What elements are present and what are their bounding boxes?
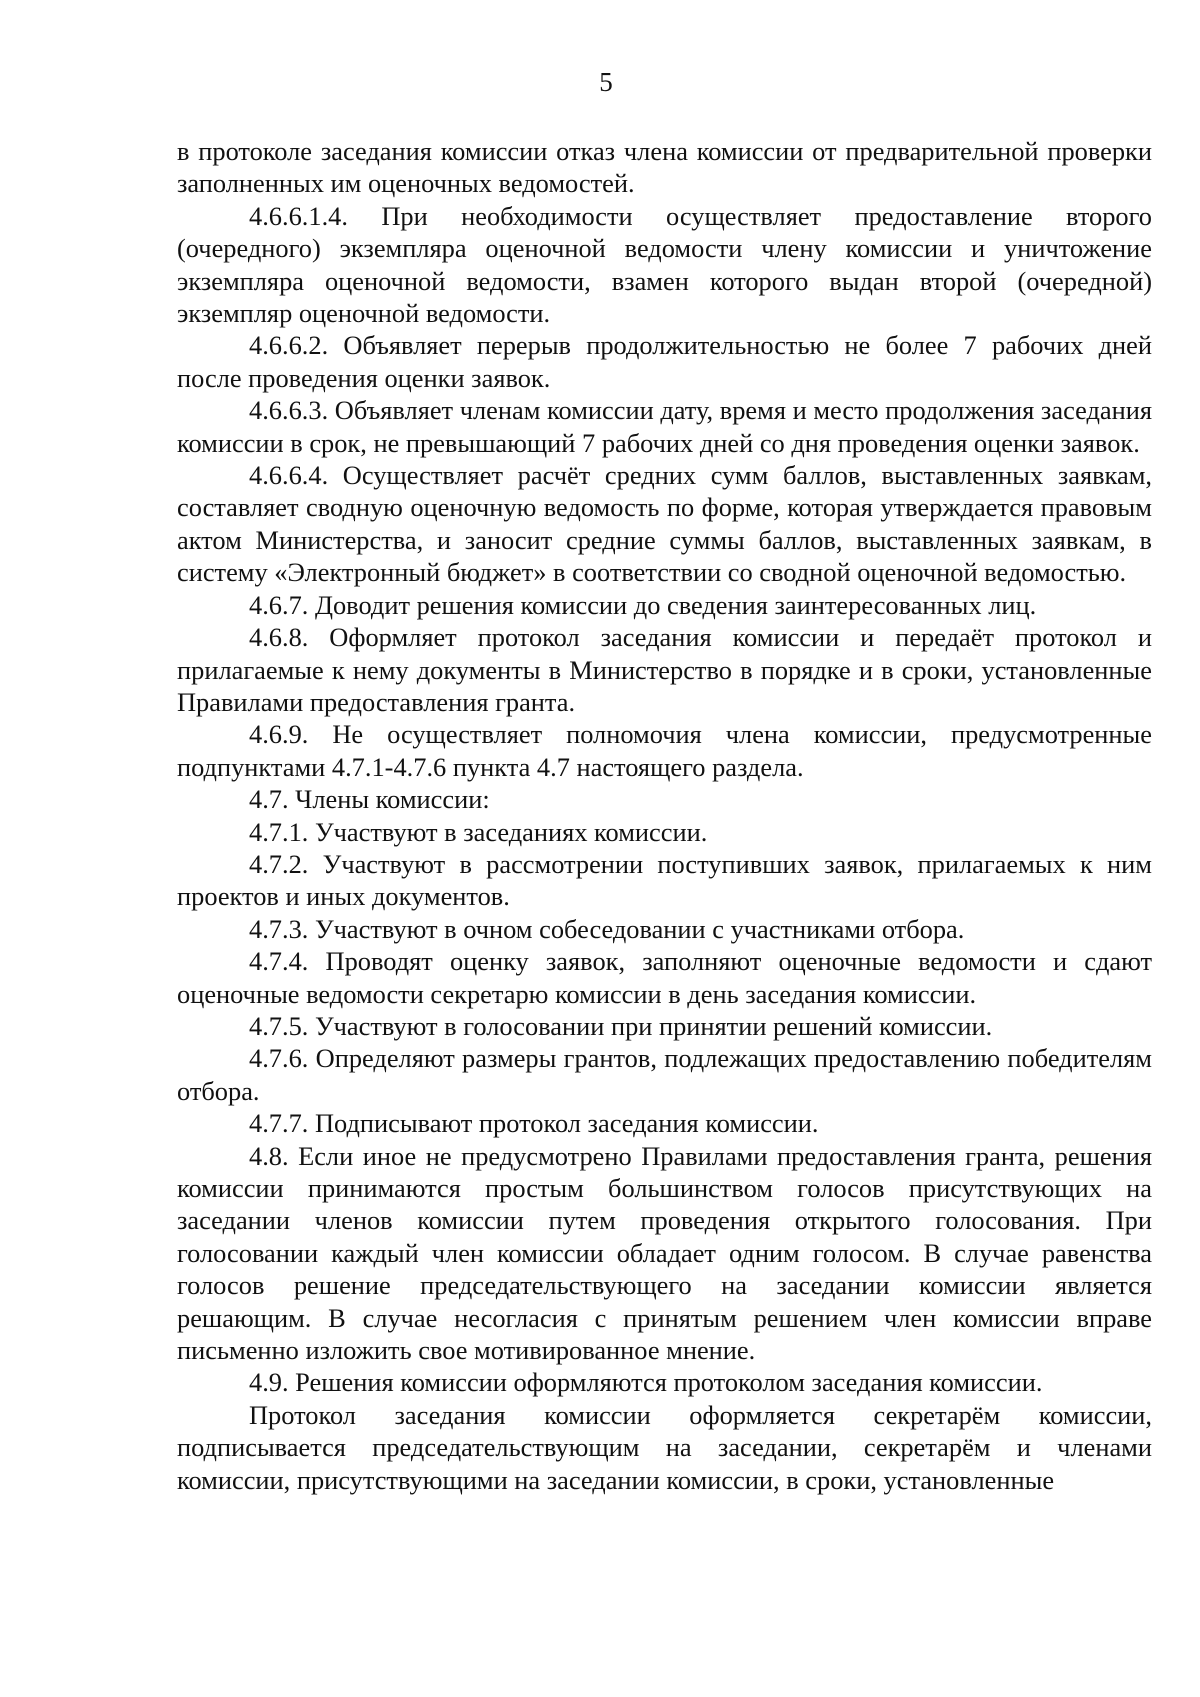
paragraph-4-6-6-2: 4.6.6.2. Объявляет перерыв продолжительностью не более 7 рабочих дней после проведения оценки заявок.: [177, 330, 1152, 393]
paragraph-4-6-9: 4.6.9. Не осуществляет полномочия члена комиссии, предусмотренные подпунктами 4.7.1-4.7.6 пункта 4.7 настоящего раздела.: [177, 719, 1152, 782]
paragraph-4-7-1: 4.7.1. Участвуют в заседаниях комиссии.: [249, 816, 708, 847]
paragraph-4-6-8: 4.6.8. Оформляет протокол заседания комиссии и передаёт протокол и прилагаемые к нему документы в Министерство в порядке и в сроки, установленные Правилами предоставления гранта.: [177, 622, 1152, 717]
paragraph-4-7-6: 4.7.6. Определяют размеры грантов, подлежащих предоставлению победителям отбора.: [177, 1043, 1152, 1106]
paragraph-4-7-2: 4.7.2. Участвуют в рассмотрении поступивших заявок, прилагаемых к ним проектов и иных документов.: [177, 848, 1152, 912]
paragraph-4-7-5: 4.7.5. Участвуют в голосовании при принятии решений комиссии.: [249, 1010, 993, 1041]
paragraph-protocol: Протокол заседания комиссии оформляется секретарём комиссии, подписывается председательствующим на заседании, секретарём и членами комиссии, присутствующими на заседании комиссии, в сроки, установленные: [177, 1399, 1152, 1495]
paragraph-4-7-7: 4.7.7. Подписывают протокол заседания комиссии.: [249, 1108, 819, 1139]
page-number: 5: [599, 67, 613, 97]
paragraph-4-9: 4.9. Решения комиссии оформляются протоколом заседания комиссии.: [249, 1367, 1043, 1398]
paragraph-continuation: в протоколе заседания комиссии отказ члена комиссии от предварительной проверки заполненных им оценочных ведомостей.: [177, 136, 1152, 199]
paragraph-4-8: 4.8. Если иное не предусмотрено Правилами предоставления гранта, решения комиссии принимаются простым большинством голосов присутствующих на заседании членов комиссии путем проведения открытого голосования. При голосовании каждый член комиссии обладает одним голосом. В случае равенства голосов решение председательствующего на заседании комиссии является решающим. В случае несогласия с принятым решением член комиссии вправе письменно изложить свое мотивированное мнение.: [177, 1140, 1152, 1366]
paragraph-4-6-6-4: 4.6.6.4. Осуществляет расчёт средних сумм баллов, выставленных заявкам, составляет сводную оценочную ведомость по форме, которая утверждается правовым актом Министерства, и заносит средние суммы баллов, выставленных заявкам, в систему «Электронный бюджет» в соответствии со сводной оценочной ведомостью.: [177, 460, 1152, 588]
paragraph-4-6-6-1-4: 4.6.6.1.4. При необходимости осуществляет предоставление второго (очередного) экземпляра оценочной ведомости члену комиссии и уничтожение экземпляра оценочной ведомости, взамен которого выдан второй (очередной) экземпляр оценочной ведомости.: [177, 200, 1152, 329]
paragraph-4-6-6-3: 4.6.6.3. Объявляет членам комиссии дату, время и место продолжения заседания комиссии в срок, не превышающий 7 рабочих дней со дня проведения оценки заявок.: [177, 395, 1152, 458]
paragraph-4-6-7: 4.6.7. Доводит решения комиссии до сведения заинтересованных лиц.: [249, 589, 1037, 620]
paragraph-4-7-4: 4.7.4. Проводят оценку заявок, заполняют оценочные ведомости и сдают оценочные ведомости секретарю комиссии в день заседания комиссии.: [177, 946, 1152, 1009]
document-body: [177, 135, 1152, 1496]
paragraph-4-7-3: 4.7.3. Участвуют в очном собеседовании с участниками отбора.: [249, 913, 965, 944]
paragraph-4-7: 4.7. Члены комиссии:: [249, 784, 490, 815]
